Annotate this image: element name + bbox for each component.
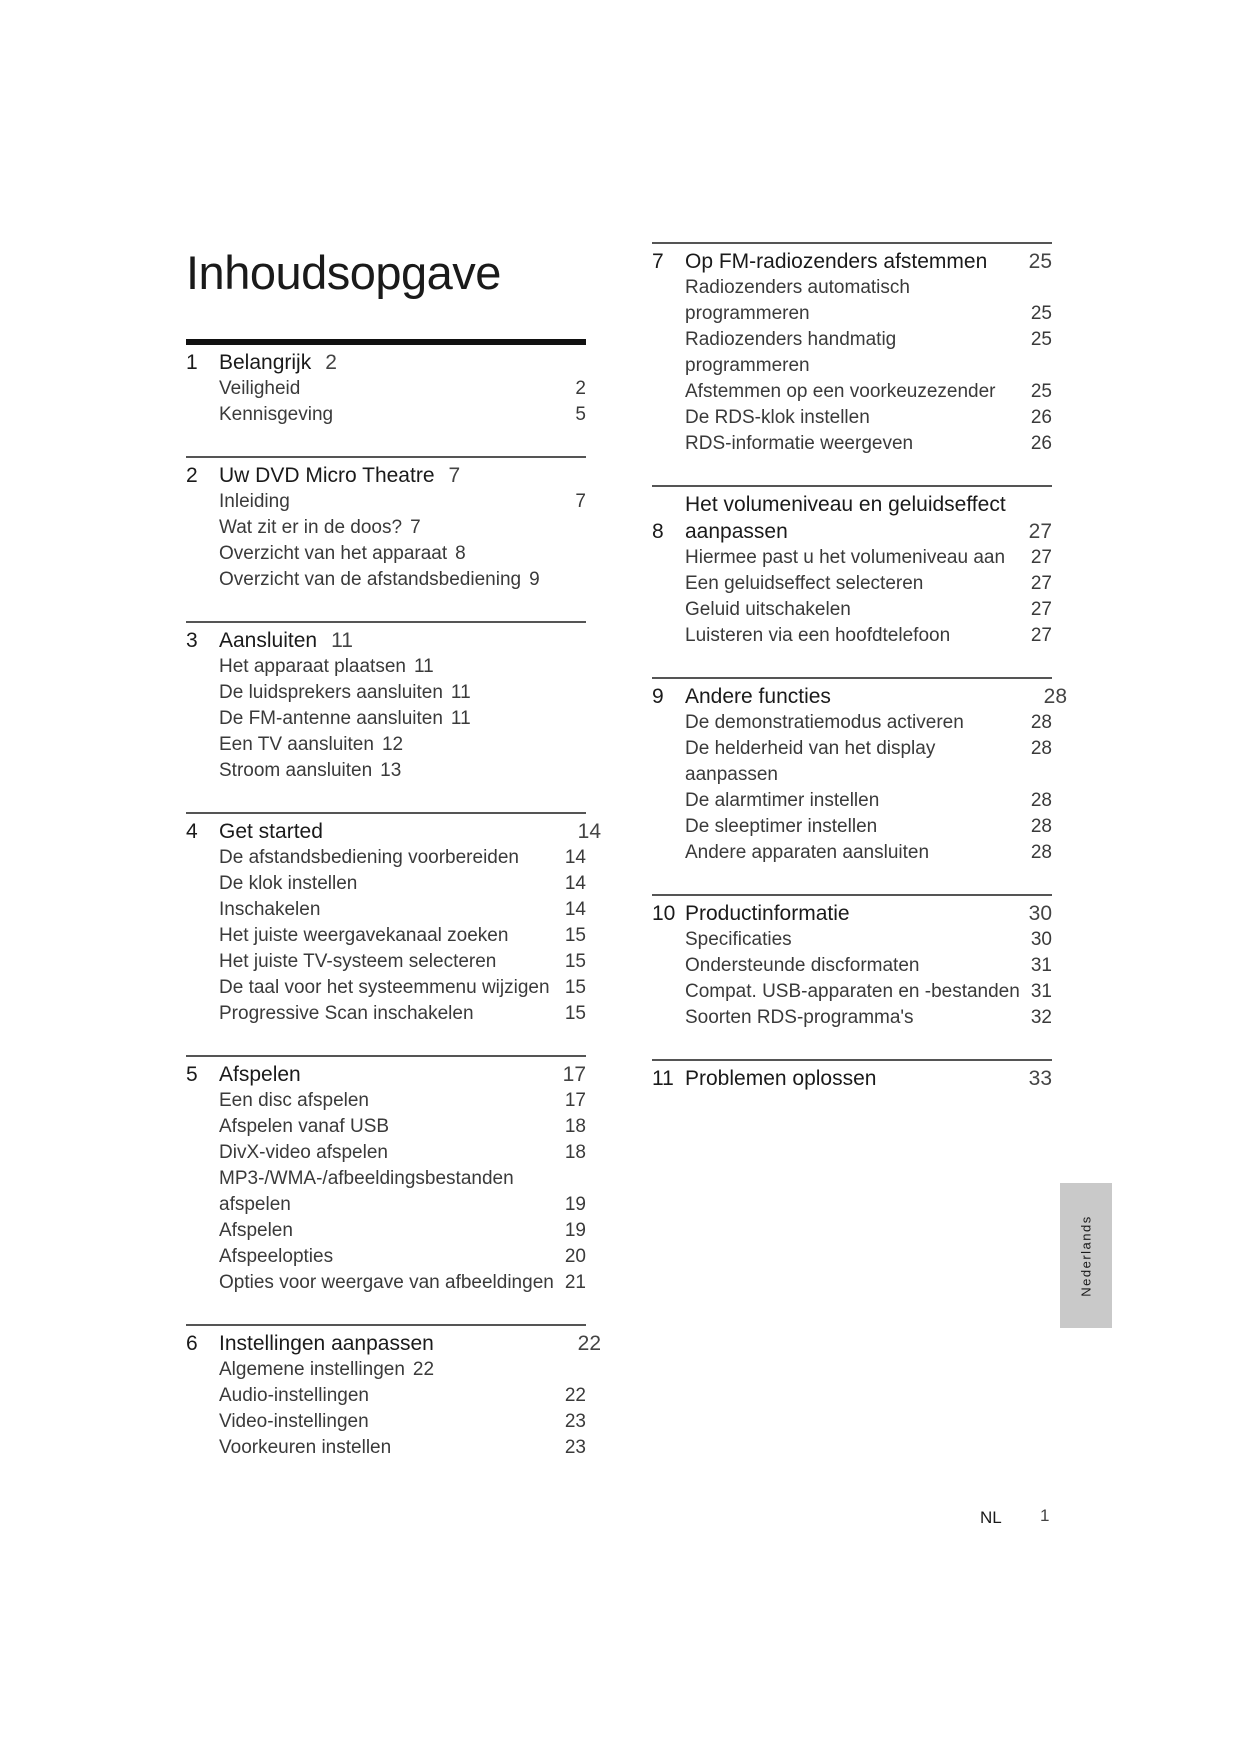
toc-entry[interactable]: [685, 710, 1052, 736]
toc-entry[interactable]: [219, 541, 586, 567]
entry-text: Luisteren via een hoofdtelefoon: [685, 625, 951, 646]
entry-text: De RDS-klok instellen: [685, 407, 870, 428]
entry-text: Afspelen vanaf USB: [219, 1116, 390, 1137]
toc-entry[interactable]: [685, 736, 1052, 788]
chapter-number: 6: [186, 1332, 198, 1355]
entry-text: programmeren: [685, 303, 810, 324]
entry-text: Afspelen: [219, 1220, 293, 1241]
chapter-page: 33: [1028, 1067, 1052, 1090]
toc-chapter-heading[interactable]: [186, 1330, 601, 1357]
entry-text: Overzicht van het apparaat: [219, 543, 448, 564]
footer-page-number: 1: [1040, 1506, 1050, 1525]
entry-page: 28: [1030, 842, 1052, 863]
chapter-page: 30: [1028, 902, 1052, 925]
chapter-number: 2: [186, 464, 198, 487]
entry-page: 7: [575, 491, 586, 512]
toc-chapter-heading[interactable]: [652, 1065, 1052, 1092]
chapter-page: 7: [448, 464, 461, 487]
chapter-title: Instellingen aanpassen: [219, 1332, 434, 1355]
entry-page: 21: [564, 1272, 586, 1293]
entry-page: 25: [1030, 329, 1052, 350]
entry-page: 15: [564, 951, 586, 972]
entry-text: Een geluidseffect selecteren: [685, 573, 924, 594]
toc-section: [186, 1055, 586, 1296]
entry-page: 5: [575, 404, 586, 425]
entry-text: Radiozenders handmatig programmeren: [685, 329, 897, 376]
toc-entry[interactable]: [219, 871, 586, 897]
entry-text: Wat zit er in de doos?: [219, 517, 403, 538]
toc-section: [186, 456, 586, 593]
entry-text: De klok instellen: [219, 873, 358, 894]
entry-text: DivX-video afspelen: [219, 1142, 388, 1163]
toc-entry[interactable]: [219, 402, 586, 428]
entry-page: 18: [564, 1116, 586, 1137]
toc-chapter-heading[interactable]: [186, 818, 601, 845]
entry-text: Opties voor weergave van afbeeldingen: [219, 1272, 554, 1293]
chapter-page: 25: [1028, 250, 1052, 273]
toc-entry[interactable]: [219, 845, 586, 871]
toc-entry[interactable]: [219, 949, 586, 975]
toc-entry-list: [186, 654, 586, 784]
toc-section: [186, 621, 586, 784]
toc-entry[interactable]: [219, 1166, 586, 1192]
entry-text: Afspeelopties: [219, 1246, 334, 1267]
entry-page: 31: [1030, 981, 1052, 1002]
toc-entry-list: [186, 1357, 586, 1461]
toc-entry[interactable]: [685, 431, 1052, 457]
toc-entry[interactable]: [685, 979, 1052, 1005]
chapter-title: Uw DVD Micro Theatre: [219, 464, 435, 487]
entry-page: 2: [575, 378, 586, 399]
toc-entry-list: [186, 376, 586, 428]
toc-entry[interactable]: [219, 732, 586, 758]
toc-entry[interactable]: [219, 654, 586, 680]
entry-page: 14: [564, 847, 586, 868]
toc-chapter-heading[interactable]: [186, 462, 586, 489]
toc-section: [652, 485, 1052, 649]
entry-page: 19: [564, 1194, 586, 1215]
entry-text: Andere apparaten aansluiten: [685, 842, 930, 863]
footer-language: NL: [980, 1508, 1002, 1527]
entry-text: Geluid uitschakelen: [685, 599, 851, 620]
chapter-page: 27: [1028, 520, 1052, 543]
entry-text: De helderheid van het display aanpassen: [685, 738, 936, 785]
entry-text: Het apparaat plaatsen: [219, 656, 406, 677]
toc-entry-list: [186, 845, 586, 1027]
entry-text: Stroom aansluiten: [219, 760, 373, 781]
chapter-page: 2: [325, 351, 337, 374]
entry-text: Overzicht van de afstandsbediening: [219, 569, 522, 590]
chapter-title: Afspelen: [219, 1063, 301, 1086]
toc-chapter-heading[interactable]: [652, 900, 1052, 927]
toc-section: [186, 339, 586, 428]
toc-entry[interactable]: [219, 567, 586, 593]
entry-text: afspelen: [219, 1194, 291, 1215]
entry-text: RDS-informatie weergeven: [685, 433, 914, 454]
toc-entry[interactable]: [219, 489, 586, 515]
entry-page: 23: [564, 1411, 586, 1432]
entry-page: 13: [380, 760, 402, 781]
entry-page: 15: [564, 925, 586, 946]
chapter-number: 3: [186, 629, 198, 652]
language-tab: [1060, 1183, 1112, 1328]
entry-text: De FM-antenne aansluiten: [219, 708, 443, 729]
toc-entry[interactable]: [219, 1435, 586, 1461]
entry-page: 23: [564, 1437, 586, 1458]
toc-entry[interactable]: [219, 923, 586, 949]
entry-text: Audio-instellingen: [219, 1385, 369, 1406]
toc-entry[interactable]: [685, 840, 1052, 866]
chapter-title: Belangrijk: [219, 351, 312, 374]
entry-text: Het juiste weergavekanaal zoeken: [219, 925, 509, 946]
toc-entry[interactable]: [685, 545, 1052, 571]
entry-page: 28: [1030, 712, 1052, 733]
toc-entry-list: [652, 927, 1052, 1031]
toc-section: [186, 812, 601, 1027]
chapter-title: Aansluiten: [219, 629, 318, 652]
entry-text: De alarmtimer instellen: [685, 790, 880, 811]
toc-entry[interactable]: [219, 1244, 586, 1270]
entry-page: 14: [564, 873, 586, 894]
entry-page: 9: [529, 569, 540, 590]
entry-page: 18: [564, 1142, 586, 1163]
toc-entry[interactable]: [219, 1001, 586, 1027]
entry-page: 17: [564, 1090, 586, 1111]
toc-entry[interactable]: [219, 1140, 586, 1166]
chapter-title-line: Het volumeniveau en geluidseffect: [685, 493, 1006, 516]
entry-page: 11: [413, 656, 434, 677]
toc-entry[interactable]: [685, 379, 1052, 405]
toc-section: [652, 242, 1052, 457]
toc-entry-list: [652, 275, 1052, 457]
entry-text: Compat. USB-apparaten en -bestanden: [685, 981, 1020, 1002]
chapter-title: Problemen oplossen: [685, 1067, 877, 1090]
entry-page: 31: [1030, 955, 1052, 976]
chapter-number: 1: [186, 351, 198, 374]
chapter-number: 10: [652, 902, 676, 925]
toc-entry[interactable]: [219, 758, 586, 784]
toc-entry[interactable]: [685, 953, 1052, 979]
entry-text: Specificaties: [685, 929, 792, 950]
entry-text: Radiozenders automatisch: [685, 277, 910, 298]
chapter-title: Andere functies: [685, 685, 831, 708]
chapter-page: 11: [331, 629, 353, 652]
entry-text: Veiligheid: [219, 378, 301, 399]
language-tab-label: Nederlands: [1078, 1214, 1094, 1297]
entry-text: Soorten RDS-programma's: [685, 1007, 914, 1028]
entry-text: Kennisgeving: [219, 404, 334, 425]
entry-page: 28: [1030, 816, 1052, 837]
toc-entry[interactable]: [685, 327, 1052, 379]
entry-text: MP3-/WMA-/afbeeldingsbestanden: [219, 1168, 514, 1189]
entry-page: 30: [1030, 929, 1052, 950]
entry-page: 7: [410, 517, 421, 538]
chapter-number: 4: [186, 820, 198, 843]
entry-page: 32: [1030, 1007, 1052, 1028]
chapter-page: 22: [577, 1332, 601, 1355]
toc-entry[interactable]: [219, 1088, 586, 1114]
toc-entry[interactable]: [685, 301, 1052, 327]
chapter-number: 5: [186, 1063, 198, 1086]
entry-text: Afstemmen op een voorkeuzezender: [685, 381, 996, 402]
toc-entry[interactable]: [685, 927, 1052, 953]
chapter-title: [685, 491, 1006, 545]
entry-text: Video-instellingen: [219, 1411, 369, 1432]
chapter-title: Op FM-radiozenders afstemmen: [685, 250, 988, 273]
toc-entry[interactable]: [685, 623, 1052, 649]
entry-text: Progressive Scan inschakelen: [219, 1003, 474, 1024]
entry-page: 25: [1030, 303, 1052, 324]
entry-text: Inleiding: [219, 491, 290, 512]
entry-page: 27: [1030, 547, 1052, 568]
toc-entry[interactable]: [219, 1357, 586, 1383]
entry-page: 20: [564, 1246, 586, 1267]
toc-entry[interactable]: [219, 1383, 586, 1409]
entry-page: 12: [381, 734, 404, 755]
entry-text: Een disc afspelen: [219, 1090, 369, 1111]
toc-section: [652, 677, 1067, 866]
entry-text: Algemene instellingen: [219, 1359, 405, 1380]
entry-page: 8: [455, 543, 466, 564]
toc-column-left: [186, 339, 601, 1489]
chapter-page: 28: [1043, 685, 1067, 708]
entry-text: Ondersteunde discformaten: [685, 955, 920, 976]
toc-chapter-heading[interactable]: [186, 627, 586, 654]
chapter-title: Productinformatie: [685, 902, 850, 925]
entry-text: De afstandsbediening voorbereiden: [219, 847, 519, 868]
entry-text: Inschakelen: [219, 899, 321, 920]
entry-page: 15: [564, 1003, 586, 1024]
toc-column-right: [652, 242, 1067, 1120]
toc-entry-list: [186, 1088, 586, 1296]
chapter-number: 9: [652, 685, 664, 708]
entry-text: De sleeptimer instellen: [685, 816, 878, 837]
toc-entry[interactable]: [219, 1270, 586, 1296]
entry-page: 15: [564, 977, 586, 998]
toc-entry[interactable]: [685, 405, 1052, 431]
toc-entry-list: [652, 545, 1052, 649]
toc-section: [652, 1059, 1052, 1092]
toc-entry[interactable]: [685, 814, 1052, 840]
toc-entry[interactable]: [219, 706, 586, 732]
entry-page: 11: [450, 682, 471, 703]
entry-page: 26: [1030, 433, 1052, 454]
entry-text: Voorkeuren instellen: [219, 1437, 392, 1458]
toc-entry[interactable]: [219, 1192, 586, 1218]
toc-entry[interactable]: [685, 1005, 1052, 1031]
entry-page: 27: [1030, 573, 1052, 594]
toc-entry[interactable]: [685, 571, 1052, 597]
toc-chapter-heading[interactable]: [186, 349, 586, 376]
entry-text: De luidsprekers aansluiten: [219, 682, 443, 703]
toc-entry-list: [186, 489, 586, 593]
toc-entry[interactable]: [219, 1218, 586, 1244]
chapter-title: Get started: [219, 820, 323, 843]
toc-entry[interactable]: [219, 515, 586, 541]
entry-text: Hiermee past u het volumeniveau aan: [685, 547, 1006, 568]
entry-page: 19: [564, 1220, 586, 1241]
entry-page: 22: [564, 1385, 586, 1406]
entry-page: 11: [450, 708, 471, 729]
toc-entry[interactable]: [219, 975, 586, 1001]
chapter-title-line: aanpassen: [685, 520, 788, 543]
page-title: Inhoudsopgave: [186, 246, 501, 299]
toc-entry[interactable]: [219, 376, 586, 402]
toc-chapter-heading[interactable]: [652, 248, 1052, 275]
toc-section: [652, 894, 1052, 1031]
toc-chapter-heading[interactable]: [186, 1061, 586, 1088]
toc-entry[interactable]: [219, 680, 586, 706]
toc-entry[interactable]: [685, 788, 1052, 814]
chapter-page: 14: [577, 820, 601, 843]
chapter-page: 17: [562, 1063, 586, 1086]
entry-page: 27: [1030, 625, 1052, 646]
entry-page: 26: [1030, 407, 1052, 428]
entry-page: 28: [1030, 738, 1052, 759]
toc-section: [186, 1324, 601, 1461]
entry-text: De taal voor het systeemmenu wijzigen: [219, 977, 550, 998]
toc-chapter-heading[interactable]: [652, 491, 1052, 545]
toc-entry[interactable]: [219, 897, 586, 923]
entry-page: 14: [564, 899, 586, 920]
entry-text: Het juiste TV-systeem selecteren: [219, 951, 497, 972]
entry-page: 25: [1030, 381, 1052, 402]
entry-page: 27: [1030, 599, 1052, 620]
entry-page: 22: [412, 1359, 435, 1380]
entry-text: Een TV aansluiten: [219, 734, 374, 755]
toc-entry[interactable]: [219, 1409, 586, 1435]
chapter-number: 8: [652, 520, 664, 543]
toc-entry-list: [652, 710, 1052, 866]
entry-page: 28: [1030, 790, 1052, 811]
toc-chapter-heading[interactable]: [652, 683, 1067, 710]
chapter-number: 11: [652, 1067, 674, 1090]
toc-entry[interactable]: [685, 597, 1052, 623]
chapter-number: 7: [652, 250, 664, 273]
entry-text: De demonstratiemodus activeren: [685, 712, 964, 733]
toc-entry[interactable]: [685, 275, 1052, 301]
toc-entry[interactable]: [219, 1114, 586, 1140]
